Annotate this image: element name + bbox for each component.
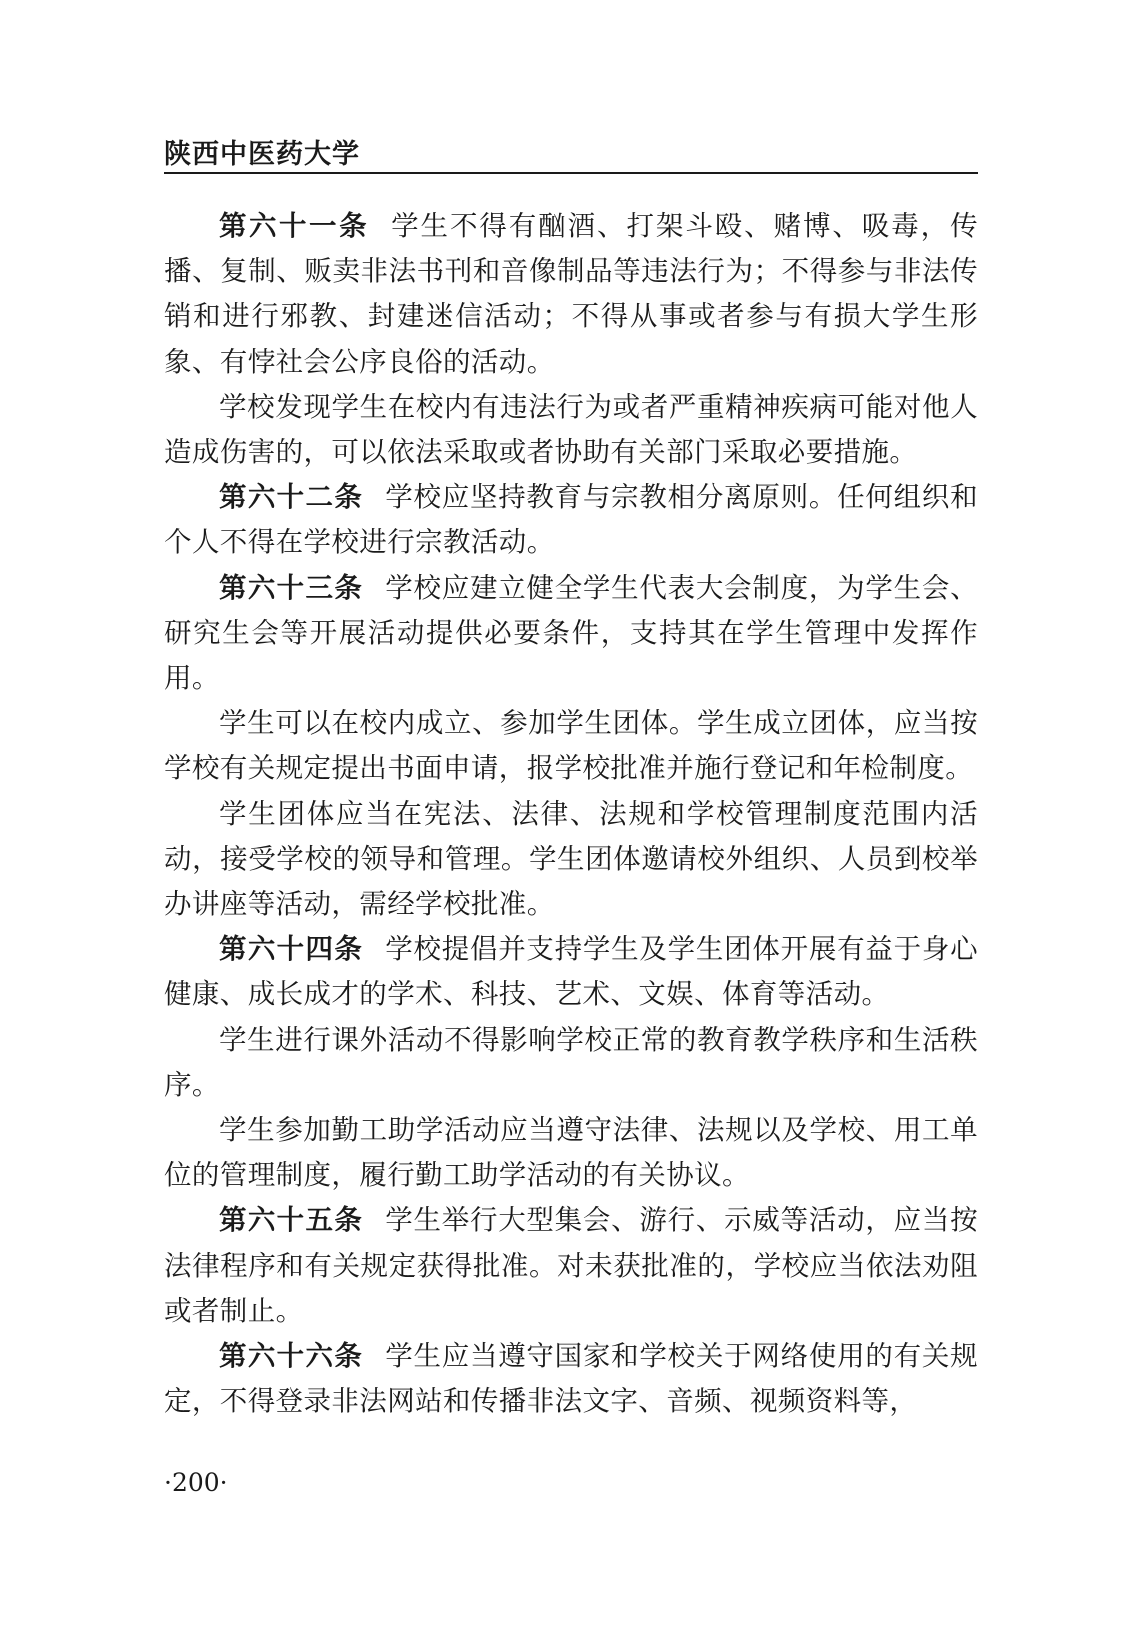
- paragraph-text: 学校应坚持教育与宗教相分离原则。任何组织和个人不得在学校进行宗教活动。: [164, 481, 978, 559]
- paragraph-text: 学校提倡并支持学生及学生团体开展有益于身心健康、成长成才的学术、科技、艺术、文娱、体育等活动。: [164, 933, 978, 1011]
- paragraph-text: 学生团体应当在宪法、法律、法规和学校管理制度范围内活动，接受学校的领导和管理。学生团体邀请校外组织、人员到校举办讲座等活动，需经学校批准。: [164, 797, 978, 921]
- paragraph: [164, 701, 978, 791]
- paragraph-text: 学校应建立健全学生代表大会制度，为学生会、研究生会等开展活动提供必要条件，支持其在学生管理中发挥作用。: [164, 571, 978, 695]
- paragraph: [164, 1018, 978, 1108]
- paragraph: [164, 927, 978, 1017]
- paragraph: [164, 566, 978, 702]
- paragraph: [164, 385, 978, 475]
- article-number: 第六十五条: [219, 1204, 364, 1237]
- paragraph-text: 学生参加勤工助学活动应当遵守法律、法规以及学校、用工单位的管理制度，履行勤工助学活动的有关协议。: [164, 1114, 978, 1192]
- paragraph: [164, 1198, 978, 1334]
- paragraph: [164, 792, 978, 928]
- article-number: 第六十六条: [219, 1340, 364, 1373]
- body-text: [164, 204, 978, 1424]
- paragraph: [164, 204, 978, 385]
- header-rule: [164, 172, 978, 174]
- paragraph: [164, 1108, 978, 1198]
- paragraph-text: 学校发现学生在校内有违法行为或者严重精神疾病可能对他人造成伤害的，可以依法采取或者协助有关部门采取必要措施。: [164, 390, 978, 469]
- article-number: 第六十三条: [219, 571, 364, 604]
- paragraph: [164, 475, 978, 565]
- article-number: 第六十二条: [219, 481, 364, 514]
- paragraph-text: 学生应当遵守国家和学校关于网络使用的有关规定，不得登录非法网站和传播非法文字、音频、视频资料等，: [164, 1340, 978, 1418]
- paragraph-text: 学生不得有酗酒、打架斗殴、赌博、吸毒，传播、复制、贩卖非法书刊和音像制品等违法行为；不得参与非法传销和进行邪教、封建迷信活动；不得从事或者参与有损大学生形象、有悖社会公序良俗的活动。: [164, 210, 979, 378]
- article-number: 第六十四条: [219, 933, 364, 966]
- paragraph-text: 学生举行大型集会、游行、示威等活动，应当按法律程序和有关规定获得批准。对未获批准的，学校应当依法劝阻或者制止。: [164, 1204, 978, 1327]
- paragraph-text: 学生进行课外活动不得影响学校正常的教育教学秩序和生活秩序。: [164, 1023, 978, 1101]
- page-number: ·200·: [164, 1468, 228, 1497]
- article-number: 第六十一条: [219, 210, 370, 242]
- paragraph: [164, 1334, 978, 1424]
- paragraph-text: 学生可以在校内成立、参加学生团体。学生成立团体，应当按学校有关规定提出书面申请，报学校批准并施行登记和年检制度。: [164, 707, 978, 785]
- running-header: 陕西中医药大学: [164, 139, 360, 170]
